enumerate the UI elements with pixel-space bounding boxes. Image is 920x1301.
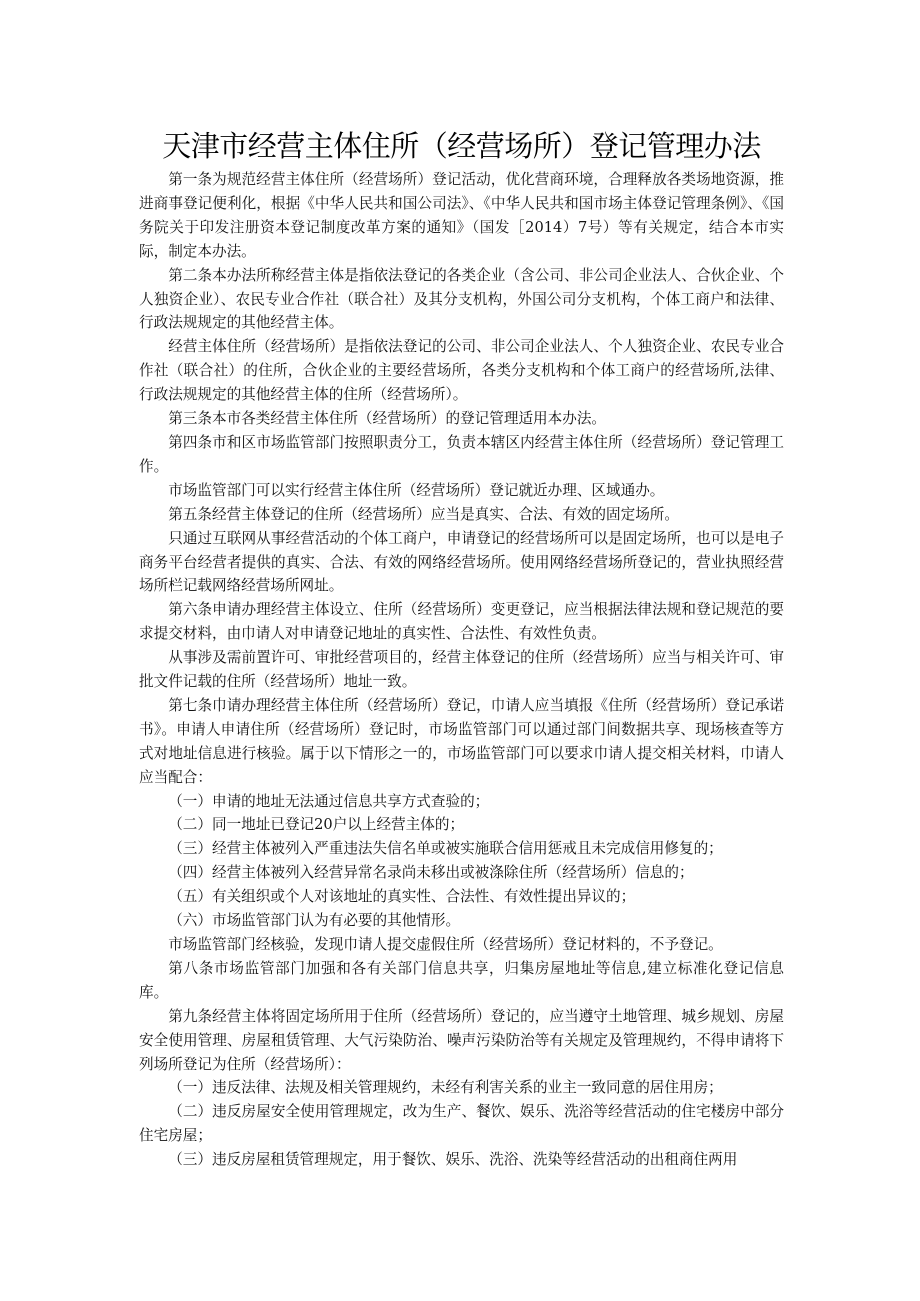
article-9: 第九条经营主体将固定场所用于住所（经营场所）登记的，应当遵守土地管理、城乡规划、房屋安全使用管理、房屋租赁管理、大气污染防治、噪声污染防治等有关规定及管理规约，不得申请将下列场所登记为住所（经营场所）： (139, 1007, 784, 1073)
article-9-item-3: （三）违反房屋租赁管理规定，用于餐饮、娱乐、洗浴、洗染等经营活动的出租商住两用 (168, 1151, 738, 1169)
article-5: 第五条经营主体登记的住所（经营场所）应当是真实、合法、有效的固定场所。 (168, 505, 679, 523)
document-title: 天津市经营主体住所（经营场所）登记管理办法 (162, 129, 761, 163)
article-7-item-6: （六）市场监管部门认为有必要的其他情形。 (168, 912, 461, 930)
article-7-item-3: （三）经营主体被列入严重违法失信名单或被实施联合信用惩戒且未完成信用修复的； (168, 840, 723, 858)
article-3: 第三条本市各类经营主体住所（经营场所）的登记管理适用本办法。 (168, 410, 607, 428)
article-7-item-5: （五）有关组织或个人对该地址的真实性、合法性、有效性提出异议的； (168, 888, 636, 906)
article-4-paragraph-2: 市场监管部门可以实行经营主体住所（经营场所）登记就近办理、区域通办。 (168, 481, 665, 499)
article-6-paragraph-2: 从事涉及需前置许可、审批经营项目的，经营主体登记的住所（经营场所）应当与相关许可、审批文件记载的住所（经营场所）地址一致。 (139, 649, 784, 691)
article-9-item-2: （二）违反房屋安全使用管理规定，改为生产、餐饮、娱乐、洗浴等经营活动的住宅楼房中部分住宅房屋； (139, 1103, 784, 1145)
article-2-paragraph-2: 经营主体住所（经营场所）是指依法登记的公司、非公司企业法人、个人独资企业、农民专业合作社（联合社）的住所，合伙企业的主要经营场所，各类分支机构和个体工商户的经营场所,法律、行政法规规定的其他经营主体的住所（经营场所）。 (139, 338, 784, 404)
article-4: 第四条市和区市场监管部门按照职责分工，负责本辖区内经营主体住所（经营场所）登记管理工作。 (139, 433, 784, 475)
article-7-item-4: （四）经营主体被列入经营异常名录尚未移出或被涤除住所（经营场所）信息的； (168, 864, 694, 882)
article-1: 第一条为规范经营主体住所（经营场所）登记活动，优化营商环境，合理释放各类场地资源，推进商事登记便利化，根据《中华人民共和国公司法》、《中华人民共和国市场主体登记管理条例》、《国务院关于印发注册资本登记制度改革方案的通知》（国发［2014）7号）等有关规定，结合本市实际，制定本办法。 (139, 171, 784, 260)
article-2: 第二条本办法所称经营主体是指依法登记的各类企业（含公司、非公司企业法人、合伙企业、个人独资企业）、农民专业合作社（联合社）及其分支机构，外国公司分支机构，个体工商户和法律、行政法规规定的其他经营主体。 (139, 266, 784, 332)
article-7: 第七条巾请办理经营主体住所（经营场所）登记，巾请人应当填报《住所（经营场所）登记承诺书》。申请人申请住所（经营场所）登记时，市场监管部门可以通过部门间数据共享、现场核查等方式对地址信息进行核验。属于以下情形之一的，市场监管部门可以要求巾请人提交相关材料，巾请人应当配合： (139, 696, 784, 786)
article-7-item-1: （一）申请的地址无法通过信息共享方式查验的； (168, 792, 490, 810)
article-5-paragraph-2: 只通过互联网从事经营活动的个体工商户，申请登记的经营场所可以是固定场所，也可以是电子商务平台经营者提供的真实、合法、有效的网络经营场所。使用网络经营场所登记的，营业执照经营场所栏记载网络经营场所网址。 (139, 529, 784, 595)
article-9-item-1: （一）违反法律、法规及相关管理规约，未经有利害关系的业主一致同意的居住用房； (168, 1079, 723, 1097)
article-6: 第六条申请办理经营主体设立、住所（经营场所）变更登记，应当根据法律法规和登记规范的要求提交材料，由巾请人对申请登记地址的真实性、合法性、有效性负责。 (139, 601, 784, 643)
article-8: 第八条市场监管部门加强和各有关部门信息共享，归集房屋地址等信息,建立标准化登记信息库。 (139, 959, 784, 1001)
article-7-paragraph-final: 市场监管部门经核验，发现巾请人提交虚假住所（经营场所）登记材料的，不予登记。 (168, 936, 723, 953)
article-7-item-2: （二）同一地址已登记20户以上经营主体的； (168, 816, 465, 834)
document-body (139, 168, 784, 1172)
